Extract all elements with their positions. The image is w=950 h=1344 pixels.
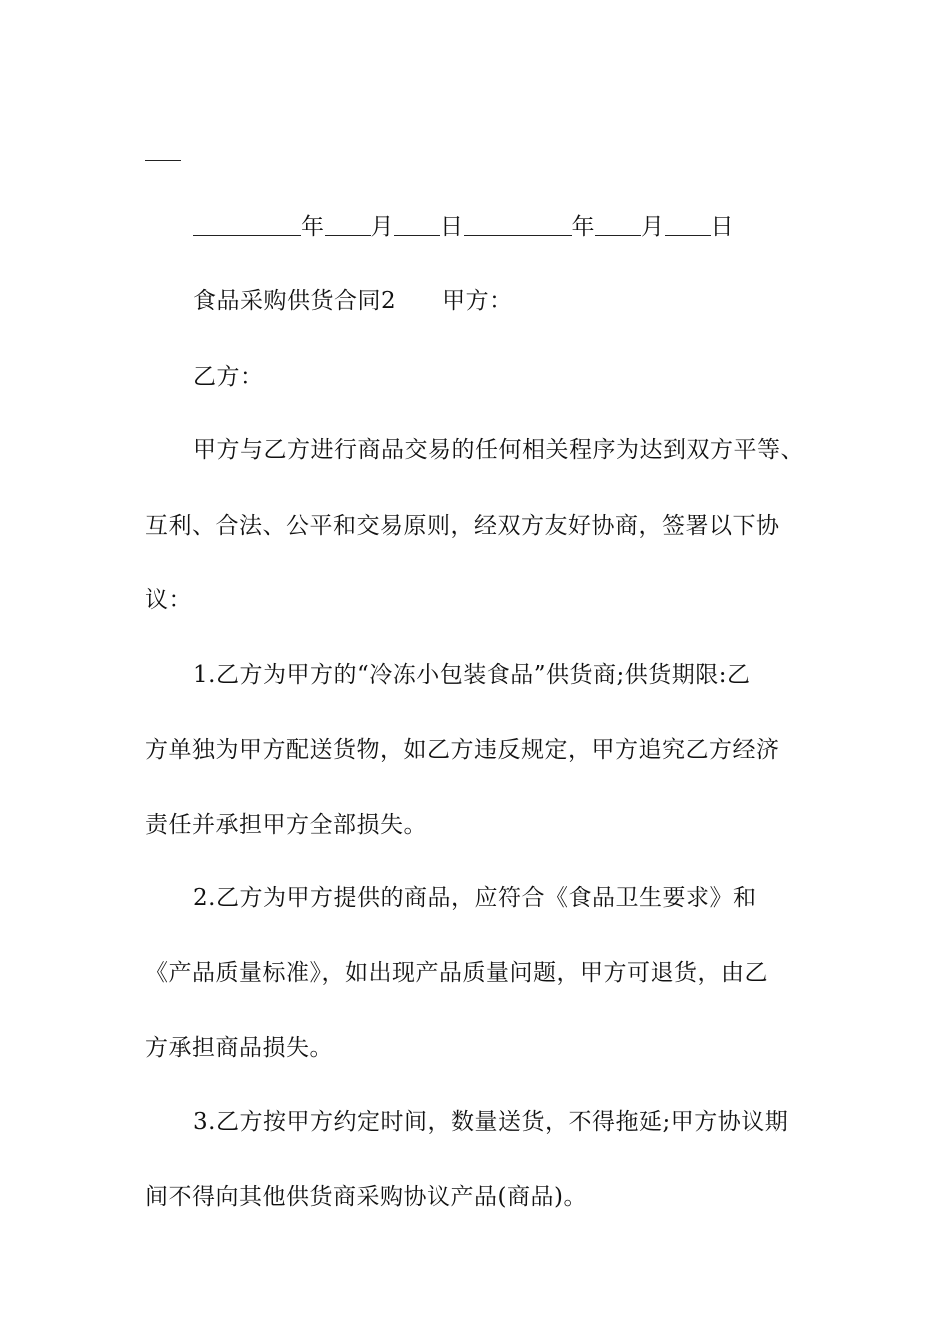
clause-2-line: 《产品质量标准》，如出现产品质量问题，甲方可退货，由乙 bbox=[145, 960, 768, 986]
contract-heading bbox=[193, 286, 513, 316]
year-label: 年 bbox=[301, 214, 325, 240]
month-blank bbox=[325, 213, 371, 236]
clause-1-line: 1.乙方为甲方的“冷冻小包装食品”供货商;供货期限:乙 bbox=[193, 662, 751, 688]
intro-line: 甲方与乙方进行商品交易的任何相关程序为达到双方平等、 bbox=[193, 437, 804, 463]
signature-line bbox=[145, 160, 181, 161]
party-b-label: 乙方： bbox=[193, 364, 264, 390]
year-blank bbox=[464, 213, 572, 236]
clause-3-line: 3.乙方按甲方约定时间，数量送货，不得拖延;甲方协议期 bbox=[193, 1109, 789, 1135]
clause-3-line: 间不得向其他供货商采购协议产品(商品)。 bbox=[145, 1184, 587, 1210]
intro-line: 议： bbox=[145, 587, 192, 613]
clause-2-line: 2.乙方为甲方提供的商品，应符合《食品卫生要求》和 bbox=[193, 885, 757, 911]
contract-title: 食品采购供货合同2 bbox=[193, 288, 397, 314]
year-blank bbox=[193, 213, 301, 236]
day-label: 日 bbox=[710, 214, 734, 240]
day-label: 日 bbox=[440, 214, 464, 240]
month-blank bbox=[595, 213, 641, 236]
day-blank bbox=[394, 213, 440, 236]
day-blank bbox=[665, 213, 711, 236]
clause-1-line: 责任并承担甲方全部损失。 bbox=[145, 812, 427, 838]
clause-1-line: 方单独为甲方配送货物，如乙方违反规定，甲方追究乙方经济 bbox=[145, 737, 780, 763]
date-line bbox=[193, 212, 734, 242]
month-label: 月 bbox=[641, 214, 665, 240]
intro-line: 互利、合法、公平和交易原则，经双方友好协商，签署以下协 bbox=[145, 513, 780, 539]
party-a-label: 甲方： bbox=[442, 288, 513, 314]
year-label: 年 bbox=[571, 214, 595, 240]
clause-2-line: 方承担商品损失。 bbox=[145, 1035, 333, 1061]
month-label: 月 bbox=[370, 214, 394, 240]
